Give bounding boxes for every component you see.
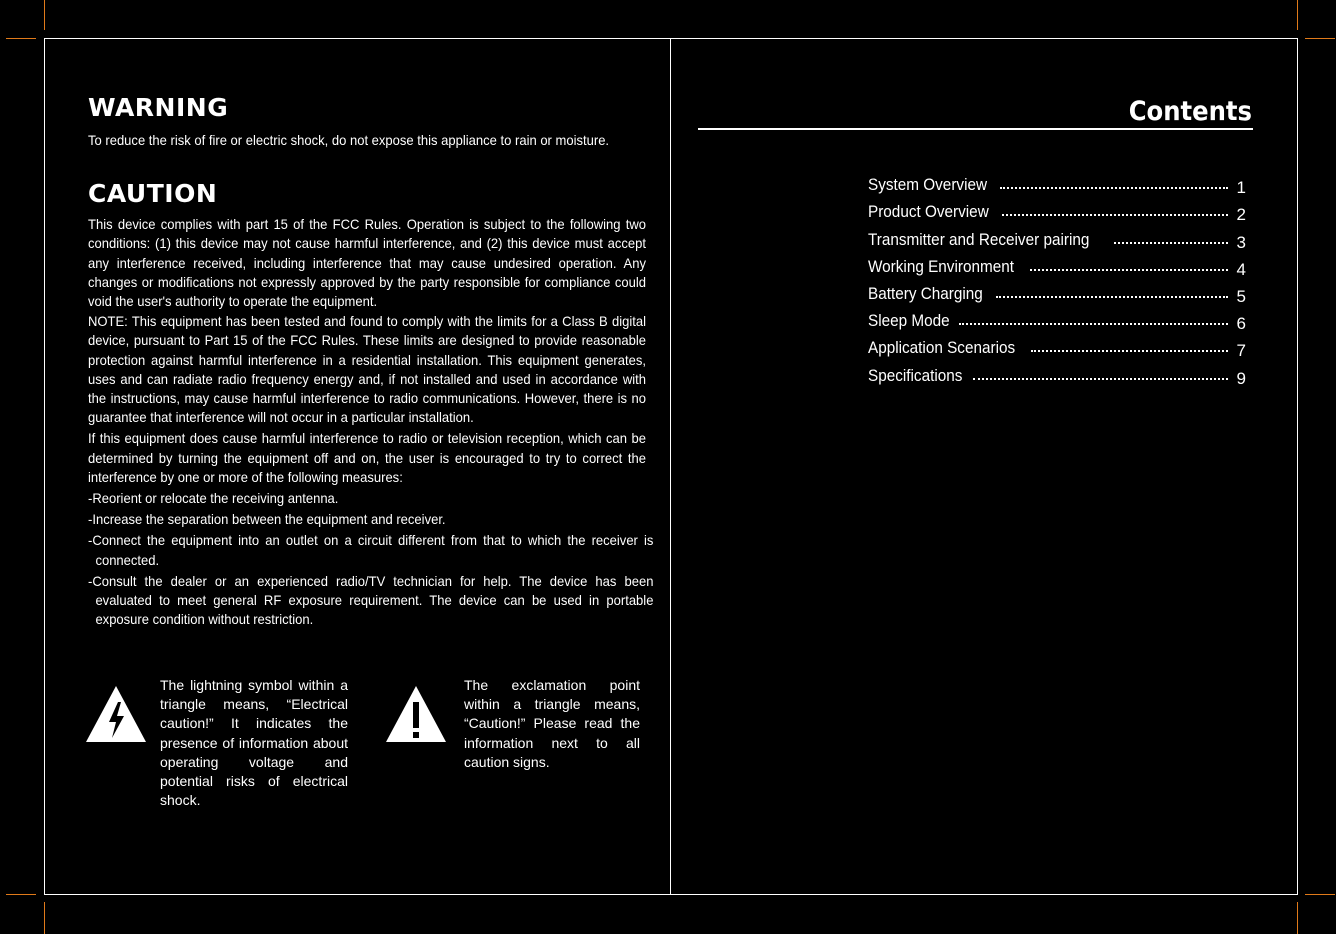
exclamation-triangle-icon	[384, 684, 448, 744]
measure-item: -Increase the separation between the equipment and receiver.	[88, 511, 446, 528]
caution-paragraph: This device complies with part 15 of the FCC Rules. Operation is subject to the following two conditions: (1) this device may not cause harmful interference, and (2) this device must accept any interference received, including interference that may cause undesired operation. Any changes or modifications not expressly approved by the party responsible for compliance could void the user's authority to operate the equipment.	[88, 216, 646, 310]
crop-mark	[6, 894, 36, 895]
caution-body	[88, 215, 654, 629]
toc-leader	[1114, 242, 1228, 244]
toc-label: Product Overview	[868, 202, 989, 222]
toc-page-number: 2	[1236, 205, 1246, 225]
toc-leader	[973, 378, 1228, 380]
caution-heading: CAUTION	[88, 179, 218, 209]
toc-item[interactable]	[868, 358, 1246, 388]
toc-item[interactable]	[868, 168, 1246, 198]
toc-leader	[1002, 214, 1228, 216]
toc-page-number: 6	[1236, 314, 1246, 334]
caution-paragraph: If this equipment does cause harmful interference to radio or television reception, which can be determined by turning the equipment off and on, the user is encouraged to try to correct the interference by one or more of the following measures:	[88, 430, 646, 485]
crop-mark	[1297, 902, 1298, 934]
frame-left-line	[44, 38, 45, 895]
toc-label: Battery Charging	[868, 283, 983, 303]
toc-item[interactable]	[868, 304, 1246, 334]
exclamation-description: The exclamation point within a triangle means, “Caution!” Please read the information next to all caution signs.	[464, 677, 640, 770]
toc-leader	[1030, 269, 1228, 271]
toc-item[interactable]	[868, 250, 1246, 277]
toc-page-number: 3	[1236, 232, 1246, 252]
toc-leader	[996, 296, 1228, 298]
toc-item[interactable]	[868, 277, 1246, 304]
toc-item[interactable]	[868, 222, 1246, 252]
frame-bottom-line	[44, 894, 1298, 895]
page-divider	[670, 38, 671, 895]
toc-item[interactable]	[868, 195, 1246, 225]
toc-leader	[959, 323, 1228, 325]
contents-title: Contents	[1128, 96, 1252, 127]
frame-top-line	[44, 38, 1298, 39]
crop-mark	[1305, 38, 1335, 39]
toc-leader	[1031, 350, 1228, 352]
crop-mark	[1305, 894, 1335, 895]
toc-label: Working Environment	[868, 256, 1014, 276]
toc-label: Application Scenarios	[868, 338, 1016, 358]
toc-label: Sleep Mode	[868, 311, 950, 331]
contents-rule	[698, 128, 1253, 130]
measure-item: -Consult the dealer or an experienced radio/TV technician for help. The device has been evaluated to meet general RF exposure requirement. The device can be used in portable exposure condition without restriction.	[88, 572, 654, 628]
symbols-section	[84, 676, 654, 816]
left-page	[88, 93, 654, 629]
toc-page-number: 9	[1236, 368, 1246, 388]
crop-mark	[44, 902, 45, 934]
toc-page-number: 7	[1236, 341, 1246, 361]
caution-paragraph: NOTE: This equipment has been tested and found to comply with the limits for a Class B digital device, pursuant to Part 15 of the FCC Rules. These limits are designed to provide reasonable protection against harmful interference in a residential installation. This equipment generates, uses and can radiate radio frequency energy and, if not installed and used in accordance with the instructions, may cause harmful interference to radio communications. However, there is no guarantee that interference will not occur in a particular installation.	[88, 313, 646, 426]
crop-mark	[44, 0, 45, 30]
warning-heading: WARNING	[88, 93, 229, 122]
measure-item: -Connect the equipment into an outlet on a circuit different from that to which the receiver is connected.	[88, 532, 654, 568]
toc-label: System Overview	[868, 175, 988, 195]
frame-right-line	[1297, 38, 1298, 895]
crop-mark	[1297, 0, 1298, 30]
crop-mark	[6, 38, 36, 39]
toc-leader	[1000, 187, 1228, 189]
lightning-description: The lightning symbol within a triangle means, “Electrical caution!” It indicates the presence of information about operating voltage and potential risks of electrical shock.	[160, 677, 348, 809]
measure-item: -Reorient or relocate the receiving antenna.	[88, 490, 339, 507]
warning-text: To reduce the risk of fire or electric shock, do not expose this appliance to rain or moisture.	[88, 132, 610, 148]
toc-page-number: 4	[1236, 259, 1246, 279]
table-of-contents	[868, 168, 1246, 386]
toc-item[interactable]	[868, 331, 1246, 361]
toc-page-number: 5	[1236, 286, 1246, 306]
toc-label: Specifications	[868, 365, 963, 385]
toc-page-number: 1	[1236, 178, 1246, 198]
toc-label: Transmitter and Receiver pairing	[868, 229, 1090, 249]
lightning-triangle-icon	[84, 684, 148, 744]
